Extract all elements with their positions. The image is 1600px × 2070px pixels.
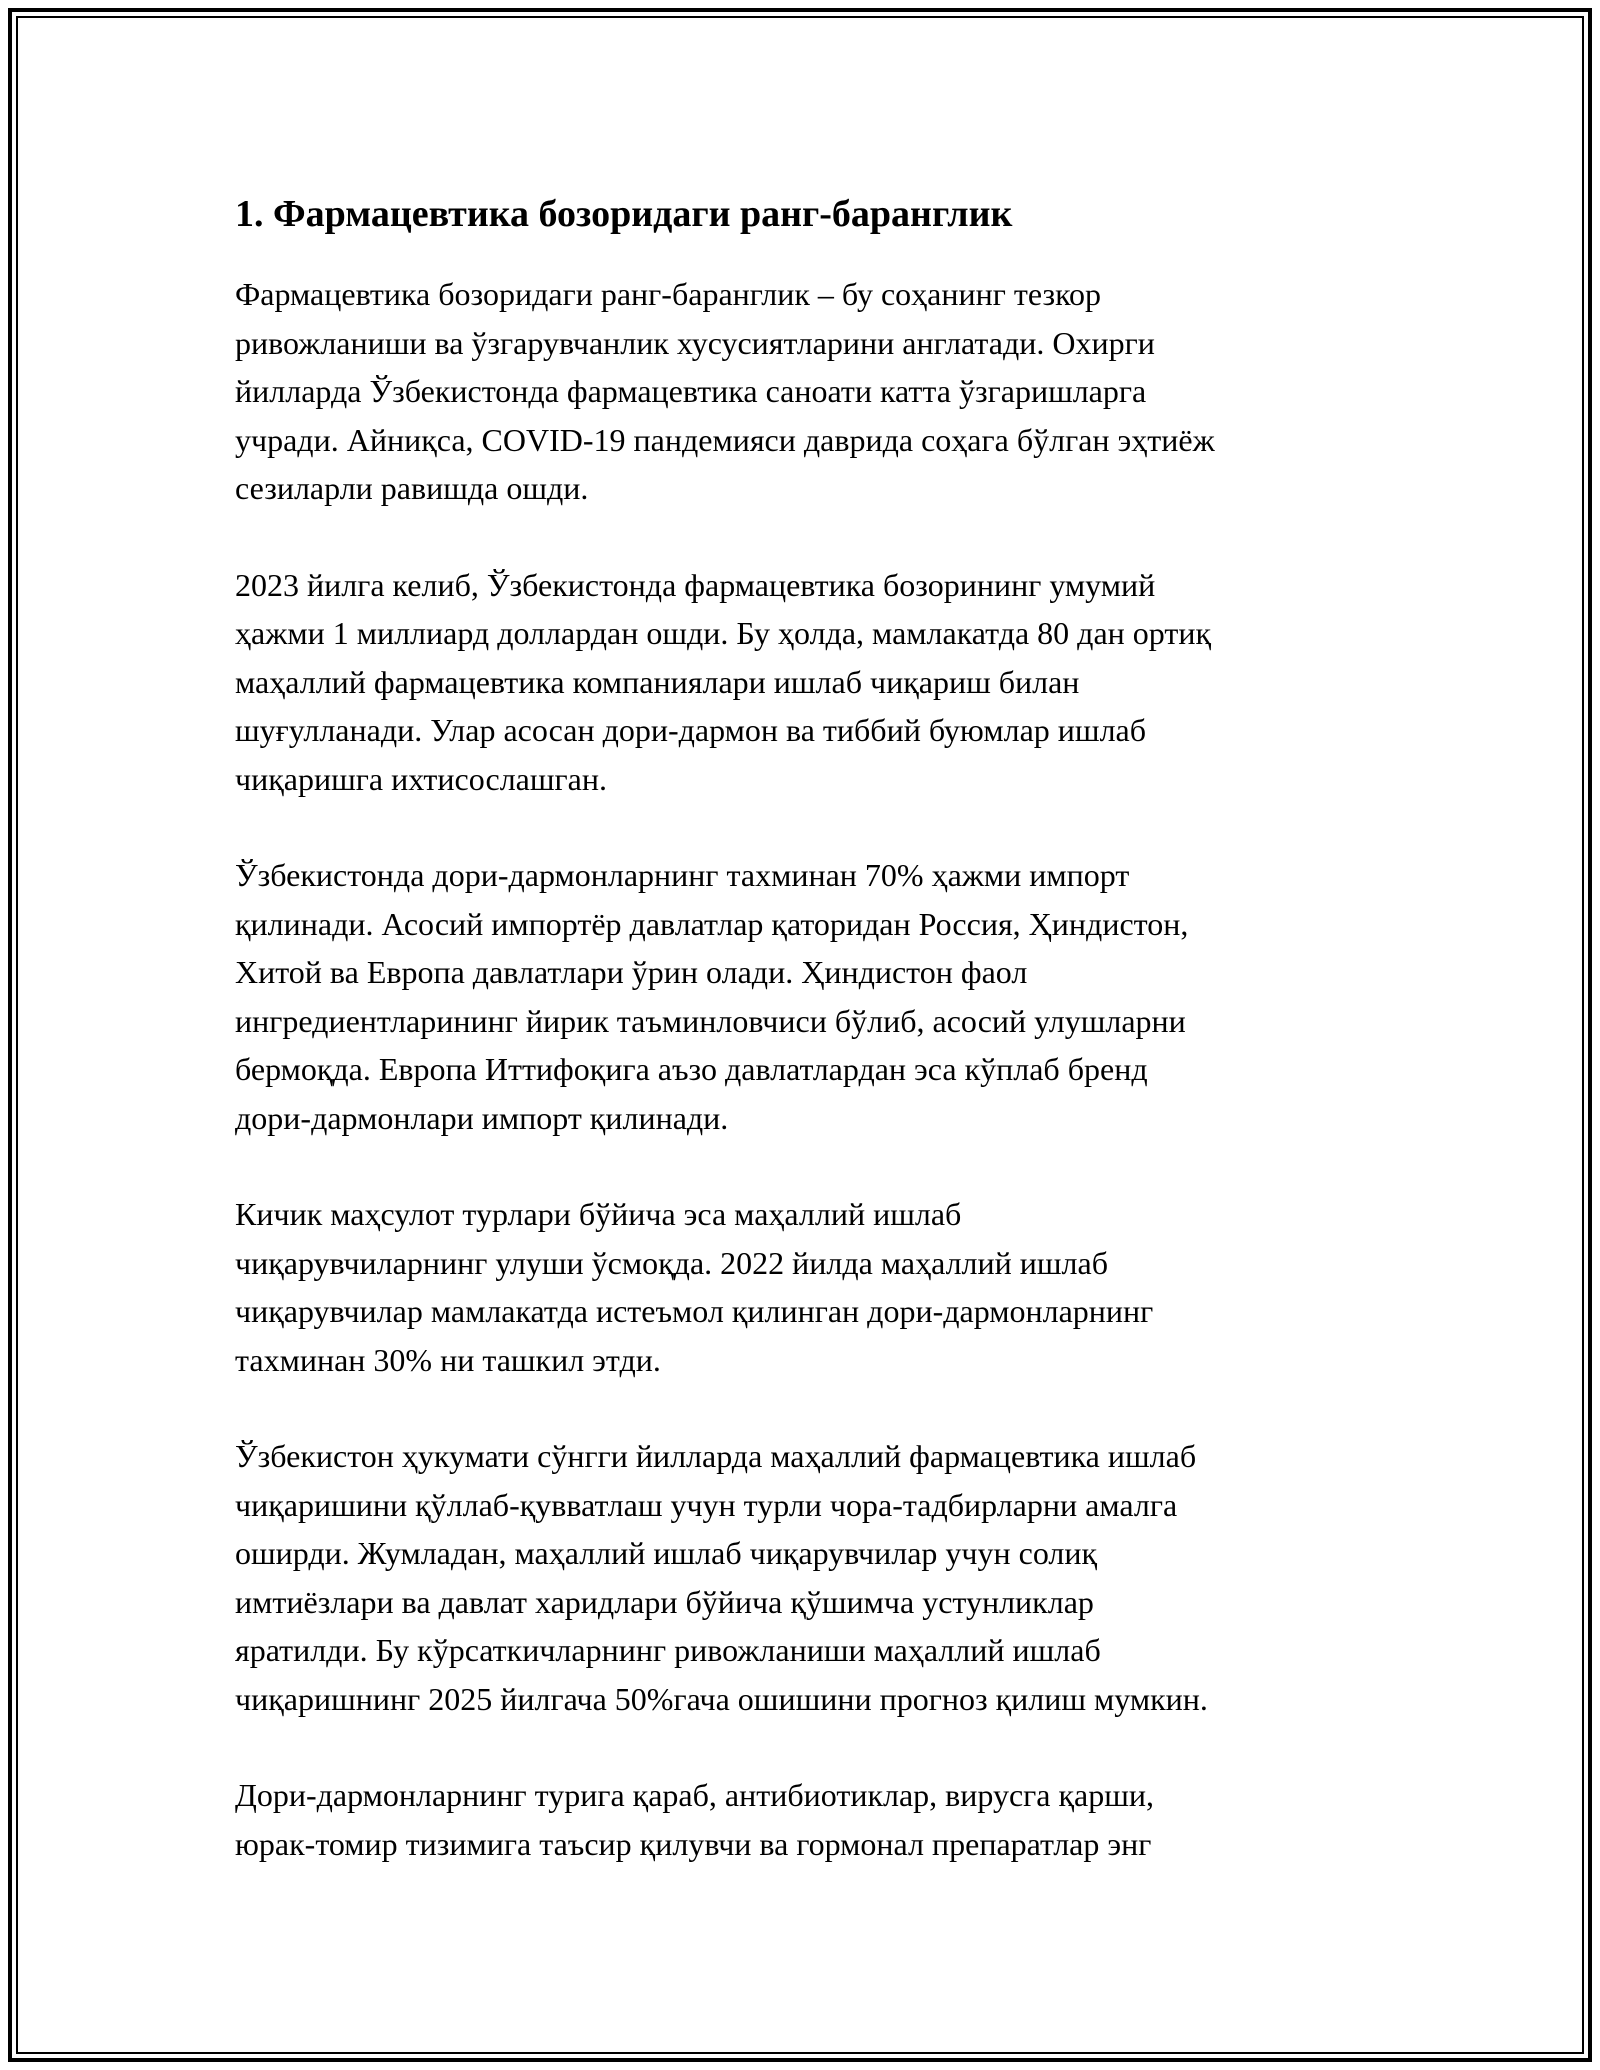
section-heading: 1. Фармацевтика бозоридаги ранг-баранглик [235, 193, 1013, 235]
text-line: чиқаришнинг 2025 йилгача 50%гача ошишини прогноз қилиш мумкин. [235, 1680, 1208, 1717]
paragraph [235, 1771, 1375, 1868]
document-body [235, 188, 1375, 1916]
text-line: тахминан 30% ни ташкил этди. [235, 1341, 661, 1378]
text-line: дори-дармонлари импорт қилинади. [235, 1099, 729, 1136]
text-line: Дори-дармонларнинг турига қараб, антибиотиклар, вирусга қарши, [235, 1777, 1155, 1813]
text-line: сезиларли равишда ошди. [235, 470, 589, 506]
text-line: Ўзбекистонда дори-дармонларнинг тахминан 70% ҳажми импорт [235, 857, 1130, 893]
text-line: 2023 йилга келиб, Ўзбекистонда фармацевтика бозорининг умумий [235, 566, 1156, 603]
paragraph-list [235, 270, 1375, 1868]
text-line: чиқарувчиларнинг улуши ўсмоқда. 2022 йилда маҳаллий ишлаб [235, 1244, 1108, 1281]
text-line: Ўзбекистон ҳукумати сўнгги йилларда маҳаллий фармацевтика ишлаб [235, 1438, 1197, 1474]
text-line: оширди. Жумладан, маҳаллий ишлаб чиқарувчилар учун солиқ [235, 1535, 1098, 1571]
text-line: Фармацевтика бозоридаги ранг-баранглик – бу соҳанинг тезкор [235, 276, 1102, 312]
paragraph [235, 1432, 1375, 1723]
text-line: маҳаллий фармацевтика компаниялари ишлаб чиқариш билан [235, 663, 1080, 700]
paragraph [235, 851, 1375, 1142]
text-line: юрак-томир тизимига таъсир қилувчи ва гормонал препаратлар энг [235, 1825, 1152, 1862]
text-line: ҳажми 1 миллиард доллардан ошди. Бу ҳолда, мамлакатда 80 дан ортиқ [235, 615, 1212, 651]
text-line: қилинади. Асосий импортёр давлатлар қаторидан Россия, Ҳиндистон, [235, 905, 1189, 942]
text-line: имтиёзлари ва давлат харидлари бўйича қўшимча устунликлар [235, 1583, 1094, 1620]
paragraph [235, 561, 1375, 804]
text-line: учради. Айниқса, COVID-19 пандемияси даврида соҳага бўлган эҳтиёж [235, 421, 1215, 458]
text-line: ингредиентларининг йирик таъминловчиси бўлиб, асосий улушларни [235, 1002, 1186, 1039]
text-line: Кичик маҳсулот турлари бўйича эса маҳаллий ишлаб [235, 1196, 962, 1232]
paragraph [235, 270, 1375, 513]
text-line: ривожланиши ва ўзгарувчанлик хусусиятларини англатади. Охирги [235, 324, 1155, 361]
text-line: чиқаришга ихтисослашган. [235, 760, 607, 797]
text-line: йилларда Ўзбекистонда фармацевтика саноати катта ўзгаришларга [235, 373, 1147, 409]
text-line: яратилди. Бу кўрсаткичларнинг ривожланиши маҳаллий ишлаб [235, 1632, 1101, 1668]
text-line: чиқарувчилар мамлакатда истеъмол қилинган дори-дармонларнинг [235, 1293, 1154, 1329]
text-line: Хитой ва Европа давлатлари ўрин олади. Ҳиндистон фаол [235, 954, 1028, 990]
text-line: шуғулланади. Улар асосан дори-дармон ва тиббий буюмлар ишлаб [235, 712, 1147, 748]
text-line: бермоқда. Европа Иттифоқига аъзо давлатлардан эса кўплаб бренд [235, 1051, 1148, 1087]
text-line: чиқаришини қўллаб-қувватлаш учун турли чора-тадбирларни амалга [235, 1486, 1178, 1523]
paragraph [235, 1190, 1375, 1384]
